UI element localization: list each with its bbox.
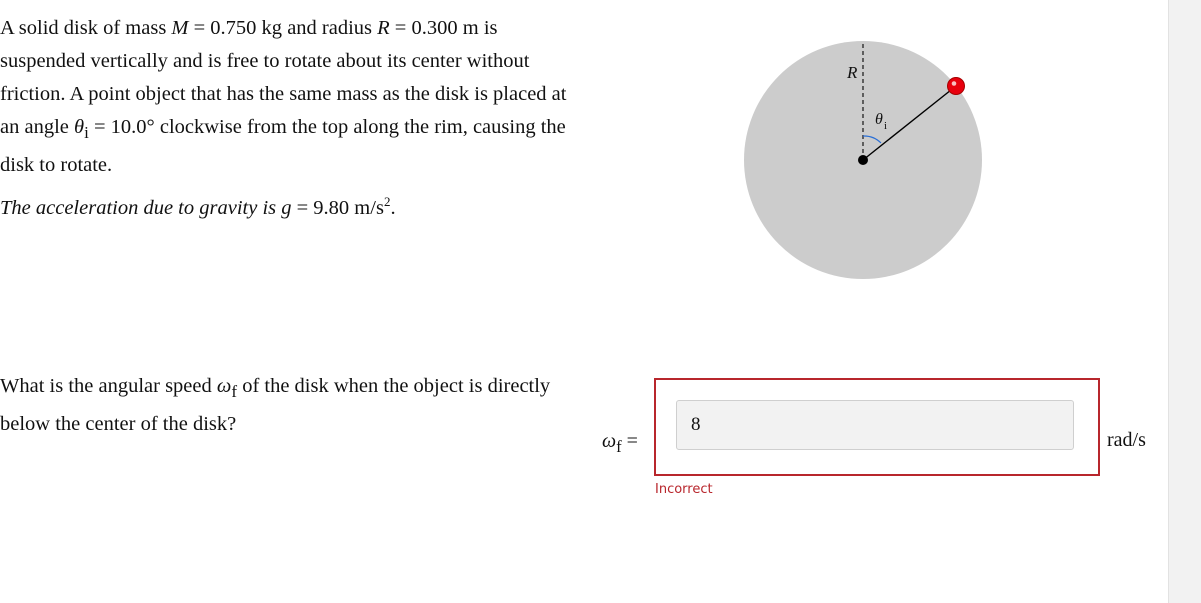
angle-label-subscript: i: [884, 120, 888, 132]
problem-paragraph: A solid disk of mass M = 0.750 kg and radius R = 0.300 m is suspended vertically and is free to rotate about its center without friction. A point object that has the same mass as the disk is placed at an angle $\theta_i = 10.0^\circ$ clockwise from the top along the rim, causing the disk to rotate.: [0, 17, 567, 177]
question: [0, 370, 560, 441]
disk-diagram-svg: [735, 34, 995, 284]
problem-statement: [0, 12, 580, 225]
question-text: What is the angular speed $\omega_f$ of the disk when the object is directly below the center of the disk?: [0, 375, 551, 436]
scrollbar[interactable]: [1168, 0, 1201, 603]
angle-label: θ: [875, 111, 883, 128]
angle-variable: θ: [74, 116, 85, 138]
center-pivot: [858, 155, 868, 165]
radius-variable: R: [377, 17, 390, 39]
answer-variable-label: $\omega_f$ =: [602, 430, 638, 456]
disk-diagram: [735, 34, 995, 284]
mass-value: = 0.750 kg: [193, 17, 283, 39]
answer-box: [654, 378, 1100, 476]
angle-value: = 10.0°: [93, 116, 155, 138]
gravity-value: = 9.80 m/s: [296, 197, 384, 220]
gravity-statement: The acceleration due to gravity is g = 9.80 $m/s^2$.: [0, 194, 396, 220]
mass-variable: M: [171, 17, 189, 39]
feedback-incorrect: Incorrect: [655, 482, 713, 497]
radius-label: R: [847, 63, 858, 82]
ball-highlight: [952, 81, 957, 86]
point-mass-ball: [948, 78, 965, 95]
answer-input[interactable]: [676, 400, 1074, 450]
answer-unit: rad/s: [1107, 429, 1146, 451]
radius-value: = 0.300 m: [394, 17, 479, 39]
